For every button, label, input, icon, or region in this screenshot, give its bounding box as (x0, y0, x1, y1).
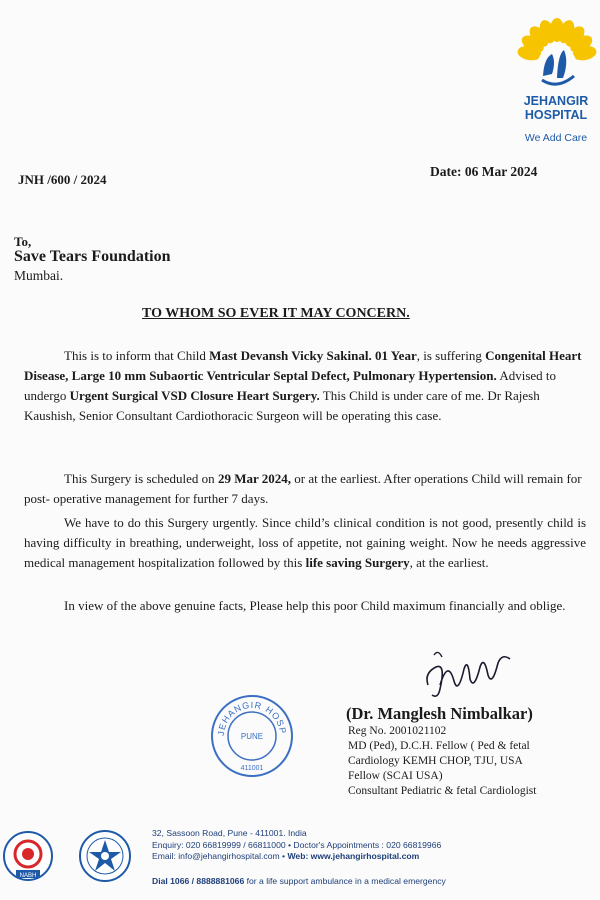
letter-subject: TO WHOM SO EVER IT MAY CONCERN. (142, 306, 410, 321)
seal-city: PUNE (240, 732, 264, 741)
paragraph-request: In view of the above genuine facts, Please help this poor Child maximum financially and oblige. (64, 598, 566, 613)
footer-contact: Email: info@jehangirhospital.com • Web: www.jehangirhospital.com (152, 851, 420, 861)
footer-emergency: Dial 1066 / 8888881066 for a life support ambulance in a medical emergency (152, 876, 446, 886)
doctor-designation: Consultant Pediatric & fetal Cardiologist (348, 785, 537, 797)
nabh-label: NABH (19, 873, 37, 879)
footer-enquiry: Enquiry: 020 66819999 / 66811000 • Doctor's Appointments : 020 66819966 (152, 840, 442, 850)
accreditation-logos (0, 826, 140, 890)
footer-website-link[interactable]: Web: www.jehangirhospital.com (287, 851, 420, 861)
nabh-logo-icon (4, 832, 52, 880)
doctor-name: (Dr. Manglesh Nimbalkar) (346, 704, 533, 723)
to-label: To, (14, 234, 32, 249)
letter-reference: JNH /600 / 2024 (18, 172, 107, 187)
accreditation-star-icon (80, 831, 130, 881)
letter-date: Date: 06 Mar 2024 (430, 164, 538, 179)
doctor-qualification-2: Cardiology KEMH CHOP, TJU, USA (348, 755, 523, 767)
paragraph-diagnosis: This is to inform that Child Mast Devansh Vicky Sakinal. 01 Year, is suffering Congenital Heart Disease, Large 10 mm Subaortic Ventricular Septal Defect, Pulmonary Hypertension. Advised to undergo Urgent Surgical VSD Closure Heart Surgery. This Child is under care of me. Dr Rajesh Kaushish, Senior Consultant Cardiothoracic Surgeon will be operating this case. (24, 348, 582, 423)
recipient-name: Save Tears Foundation (14, 248, 171, 265)
recipient-city: Mumbai. (14, 268, 64, 283)
paragraph-urgency: We have to do this Surgery urgently. Since child’s clinical condition is not good, presently child is having difficulty in breathing, underweight, loss of appetite, not gaining weight. Now he needs aggressive medical management hospitalization followed by this life saving Surgery, at the earliest. (24, 515, 586, 570)
doctor-qualification-1: MD (Ped), D.C.H. Fellow ( Ped & fetal (348, 740, 530, 752)
seal-arc-text: JEHANGIR HOSP (215, 699, 289, 737)
hospital-name-line2: HOSPITAL (524, 108, 588, 122)
paragraph-schedule: This Surgery is scheduled on 29 Mar 2024, or at the earliest. After operations Child will remain for post- operative management for further 7 days. (24, 471, 582, 506)
hospital-name-line1: JEHANGIR (523, 94, 589, 108)
seal-pin: 411001 (240, 765, 264, 772)
sun-logo-icon (512, 18, 600, 104)
hospital-logo (512, 18, 600, 146)
doctor-signature (418, 645, 518, 707)
footer-address: 32, Sassoon Road, Pune - 411001. India (152, 828, 307, 838)
doctor-reg-no: Reg No. 2001021102 (348, 725, 447, 737)
doctor-qualification-3: Fellow (SCAI USA) (348, 770, 443, 782)
hospital-tagline: We Add Care (524, 132, 588, 144)
hospital-seal (210, 694, 294, 778)
